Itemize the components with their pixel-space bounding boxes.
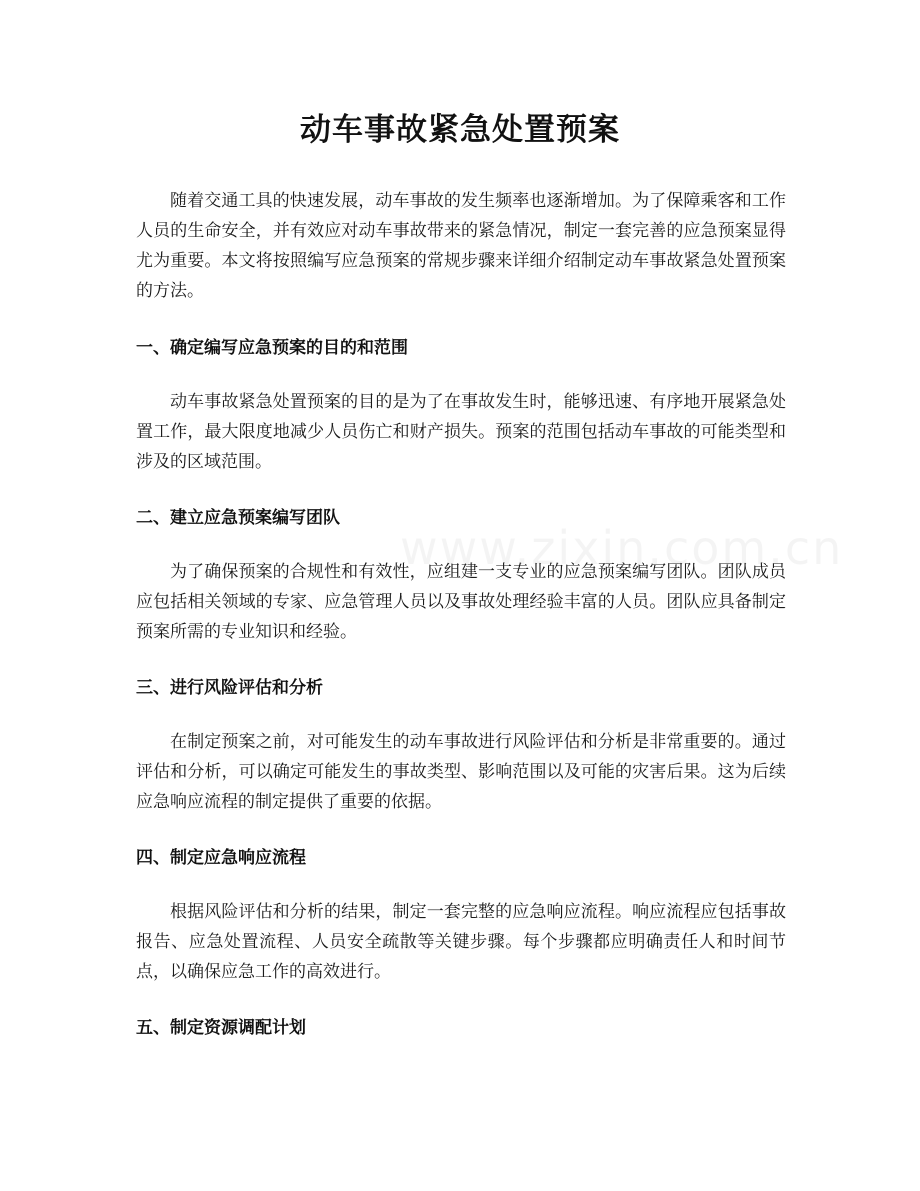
section-body-4: 根据风险评估和分析的结果，制定一套完整的应急响应流程。响应流程应包括事故报告、应急处置流程、人员安全疏散等关键步骤。每个步骤都应明确责任人和时间节点，以确保应急工作的高效进行。 [136,902,786,982]
intro-paragraph: 随着交通工具的快速发展，动车事故的发生频率也逐渐增加。为了保障乘客和工作人员的生命安全，并有效应对动车事故带来的紧急情况，制定一套完善的应急预案显得尤为重要。本文将按照编写应急预案的常规步骤来详细介绍制定动车事故紧急处置预案的方法。 [136,191,786,301]
section-body-2: 为了确保预案的合规性和有效性，应组建一支专业的应急预案编写团队。团队成员应包括相关领域的专家、应急管理人员以及事故处理经验丰富的人员。团队应具备制定预案所需的专业知识和经验。 [136,562,786,642]
document-title: 动车事故紧急处置预案 [300,112,620,148]
section-heading-4: 四、制定应急响应流程 [136,848,306,868]
document-body [136,186,786,1067]
section-heading-5: 五、制定资源调配计划 [136,1018,306,1038]
section-body-3: 在制定预案之前，对可能发生的动车事故进行风险评估和分析是非常重要的。通过评估和分析，可以确定可能发生的事故类型、影响范围以及可能的灾害后果。这为后续应急响应流程的制定提供了重要的依据。 [136,732,786,812]
section-body-1: 动车事故紧急处置预案的目的是为了在事故发生时，能够迅速、有序地开展紧急处置工作，最大限度地减少人员伤亡和财产损失。预案的范围包括动车事故的可能类型和涉及的区域范围。 [136,392,786,472]
section-heading-1: 一、确定编写应急预案的目的和范围 [136,338,408,358]
section-heading-3: 三、进行风险评估和分析 [136,678,323,698]
section-heading-2: 二、建立应急预案编写团队 [136,508,340,528]
